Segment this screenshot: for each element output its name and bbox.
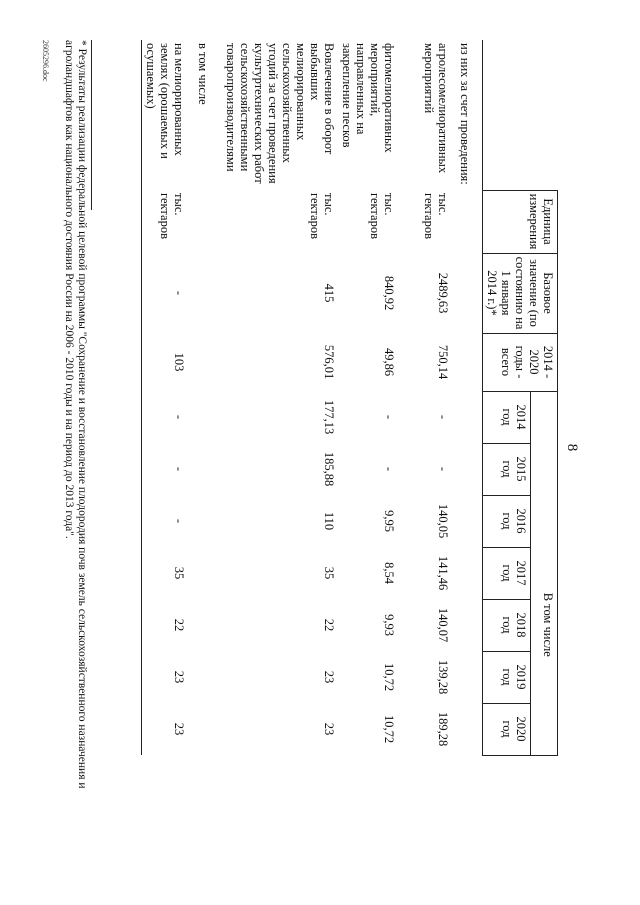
header-year: 2014 год bbox=[483, 391, 531, 443]
indicators-table bbox=[142, 40, 559, 756]
header-incl-gap bbox=[530, 443, 557, 495]
row-base: 2489,63 bbox=[436, 272, 451, 314]
row-year-value: 140,07 bbox=[436, 607, 451, 643]
row-year-value: - bbox=[382, 414, 397, 420]
row-label: Вовлечение в оборот выбывших мелиорированных сельскохозяйственных угодий за счет проведения культуртехнических работ сельскохозяйственными товаропроизводителями bbox=[224, 43, 337, 184]
row-year-value: 23 bbox=[322, 670, 337, 684]
header-unit: Единица измерения bbox=[483, 190, 558, 253]
row-year-value: - bbox=[436, 414, 451, 420]
row-unit: тыс. гектаров bbox=[422, 193, 451, 239]
header-row-1 bbox=[530, 40, 557, 755]
row-year-value: 9,93 bbox=[382, 614, 397, 636]
row-total: 103 bbox=[142, 333, 189, 391]
table-row bbox=[142, 40, 189, 755]
table-row bbox=[339, 40, 399, 755]
row-year-value: 9,95 bbox=[382, 510, 397, 532]
row-base: - bbox=[142, 253, 189, 333]
header-year: 2017 год bbox=[483, 547, 531, 599]
row-year-value: 10,72 bbox=[382, 662, 397, 692]
row-year-value: 8,54 bbox=[382, 562, 397, 584]
header-year: 2015 год bbox=[483, 443, 531, 495]
table-row bbox=[223, 40, 339, 755]
row-year-value: 185,88 bbox=[322, 451, 337, 487]
row-year-value: 35 bbox=[142, 547, 189, 599]
row-base: 840,92 bbox=[382, 275, 397, 311]
row-year-value: - bbox=[436, 466, 451, 472]
row-year-value: 10,72 bbox=[382, 714, 397, 744]
footnote: * Результаты реализации федеральной целевой программы "Сохранение и восстановление плодородия почв земель сельскохозяйственного назначения и агроландшафтов как национального достояния России на 2006 - 2010 годы и на период до 2013 года". bbox=[63, 40, 88, 789]
row-label: фитомелиоративных мероприятий, направленных на закрепление песков bbox=[340, 43, 397, 153]
row-total: 49,86 bbox=[382, 347, 397, 377]
row-year-value: - bbox=[142, 443, 189, 495]
row-year-value: 23 bbox=[322, 722, 337, 736]
footnote-divider bbox=[91, 40, 92, 210]
row-year-value: - bbox=[382, 466, 397, 472]
row-year-value: 110 bbox=[322, 511, 337, 531]
header-base: Базовое значение (по состоянию на 1 января 2014 г.)* bbox=[483, 253, 558, 333]
row-year-value: - bbox=[142, 495, 189, 547]
header-incl-gap bbox=[530, 391, 557, 443]
row-year-value: 22 bbox=[142, 599, 189, 651]
row-year-value: 177,13 bbox=[322, 399, 337, 435]
header-year: 2018 год bbox=[483, 599, 531, 651]
row-year-value: 23 bbox=[142, 703, 189, 755]
document-id: 2605296.doc bbox=[41, 40, 50, 82]
row-label: в том числе bbox=[196, 43, 211, 105]
rotated-content bbox=[20, 40, 580, 855]
header-year: 2016 год bbox=[483, 495, 531, 547]
row-year-value: 139,28 bbox=[436, 659, 451, 695]
header-empty-cell bbox=[483, 40, 558, 190]
row-year-value: 141,46 bbox=[436, 555, 451, 591]
row-unit: тыс. гектаров bbox=[308, 193, 337, 239]
header-incl: В том числе bbox=[530, 495, 557, 755]
row-label: из них за счет проведения: bbox=[458, 43, 472, 185]
header-total: 2014 - 2020 годы - всего bbox=[483, 333, 558, 391]
row-year-value: 140,05 bbox=[436, 503, 451, 539]
row-total: 576,01 bbox=[322, 344, 337, 380]
header-year: 2020 год bbox=[483, 703, 531, 755]
table-row bbox=[399, 40, 453, 755]
row-base: 415 bbox=[322, 283, 337, 303]
row-label: агролесомелиоративных мероприятий bbox=[422, 43, 451, 174]
row-unit: тыс. гектаров bbox=[368, 193, 397, 239]
row-year-value: 22 bbox=[322, 618, 337, 632]
row-label: на мелиорированных землях (орошаемых и осушаемых) bbox=[142, 40, 189, 190]
row-year-value: 35 bbox=[322, 566, 337, 580]
row-year-value: 189,28 bbox=[436, 711, 451, 747]
row-total: 750,14 bbox=[436, 344, 451, 380]
header-year: 2019 год bbox=[483, 651, 531, 703]
row-unit: тыс. гектаров bbox=[142, 190, 189, 253]
page-number: 8 bbox=[564, 443, 580, 452]
table-row bbox=[189, 40, 223, 755]
row-year-value: 23 bbox=[142, 651, 189, 703]
table-row bbox=[453, 40, 483, 755]
row-year-value: - bbox=[142, 391, 189, 443]
